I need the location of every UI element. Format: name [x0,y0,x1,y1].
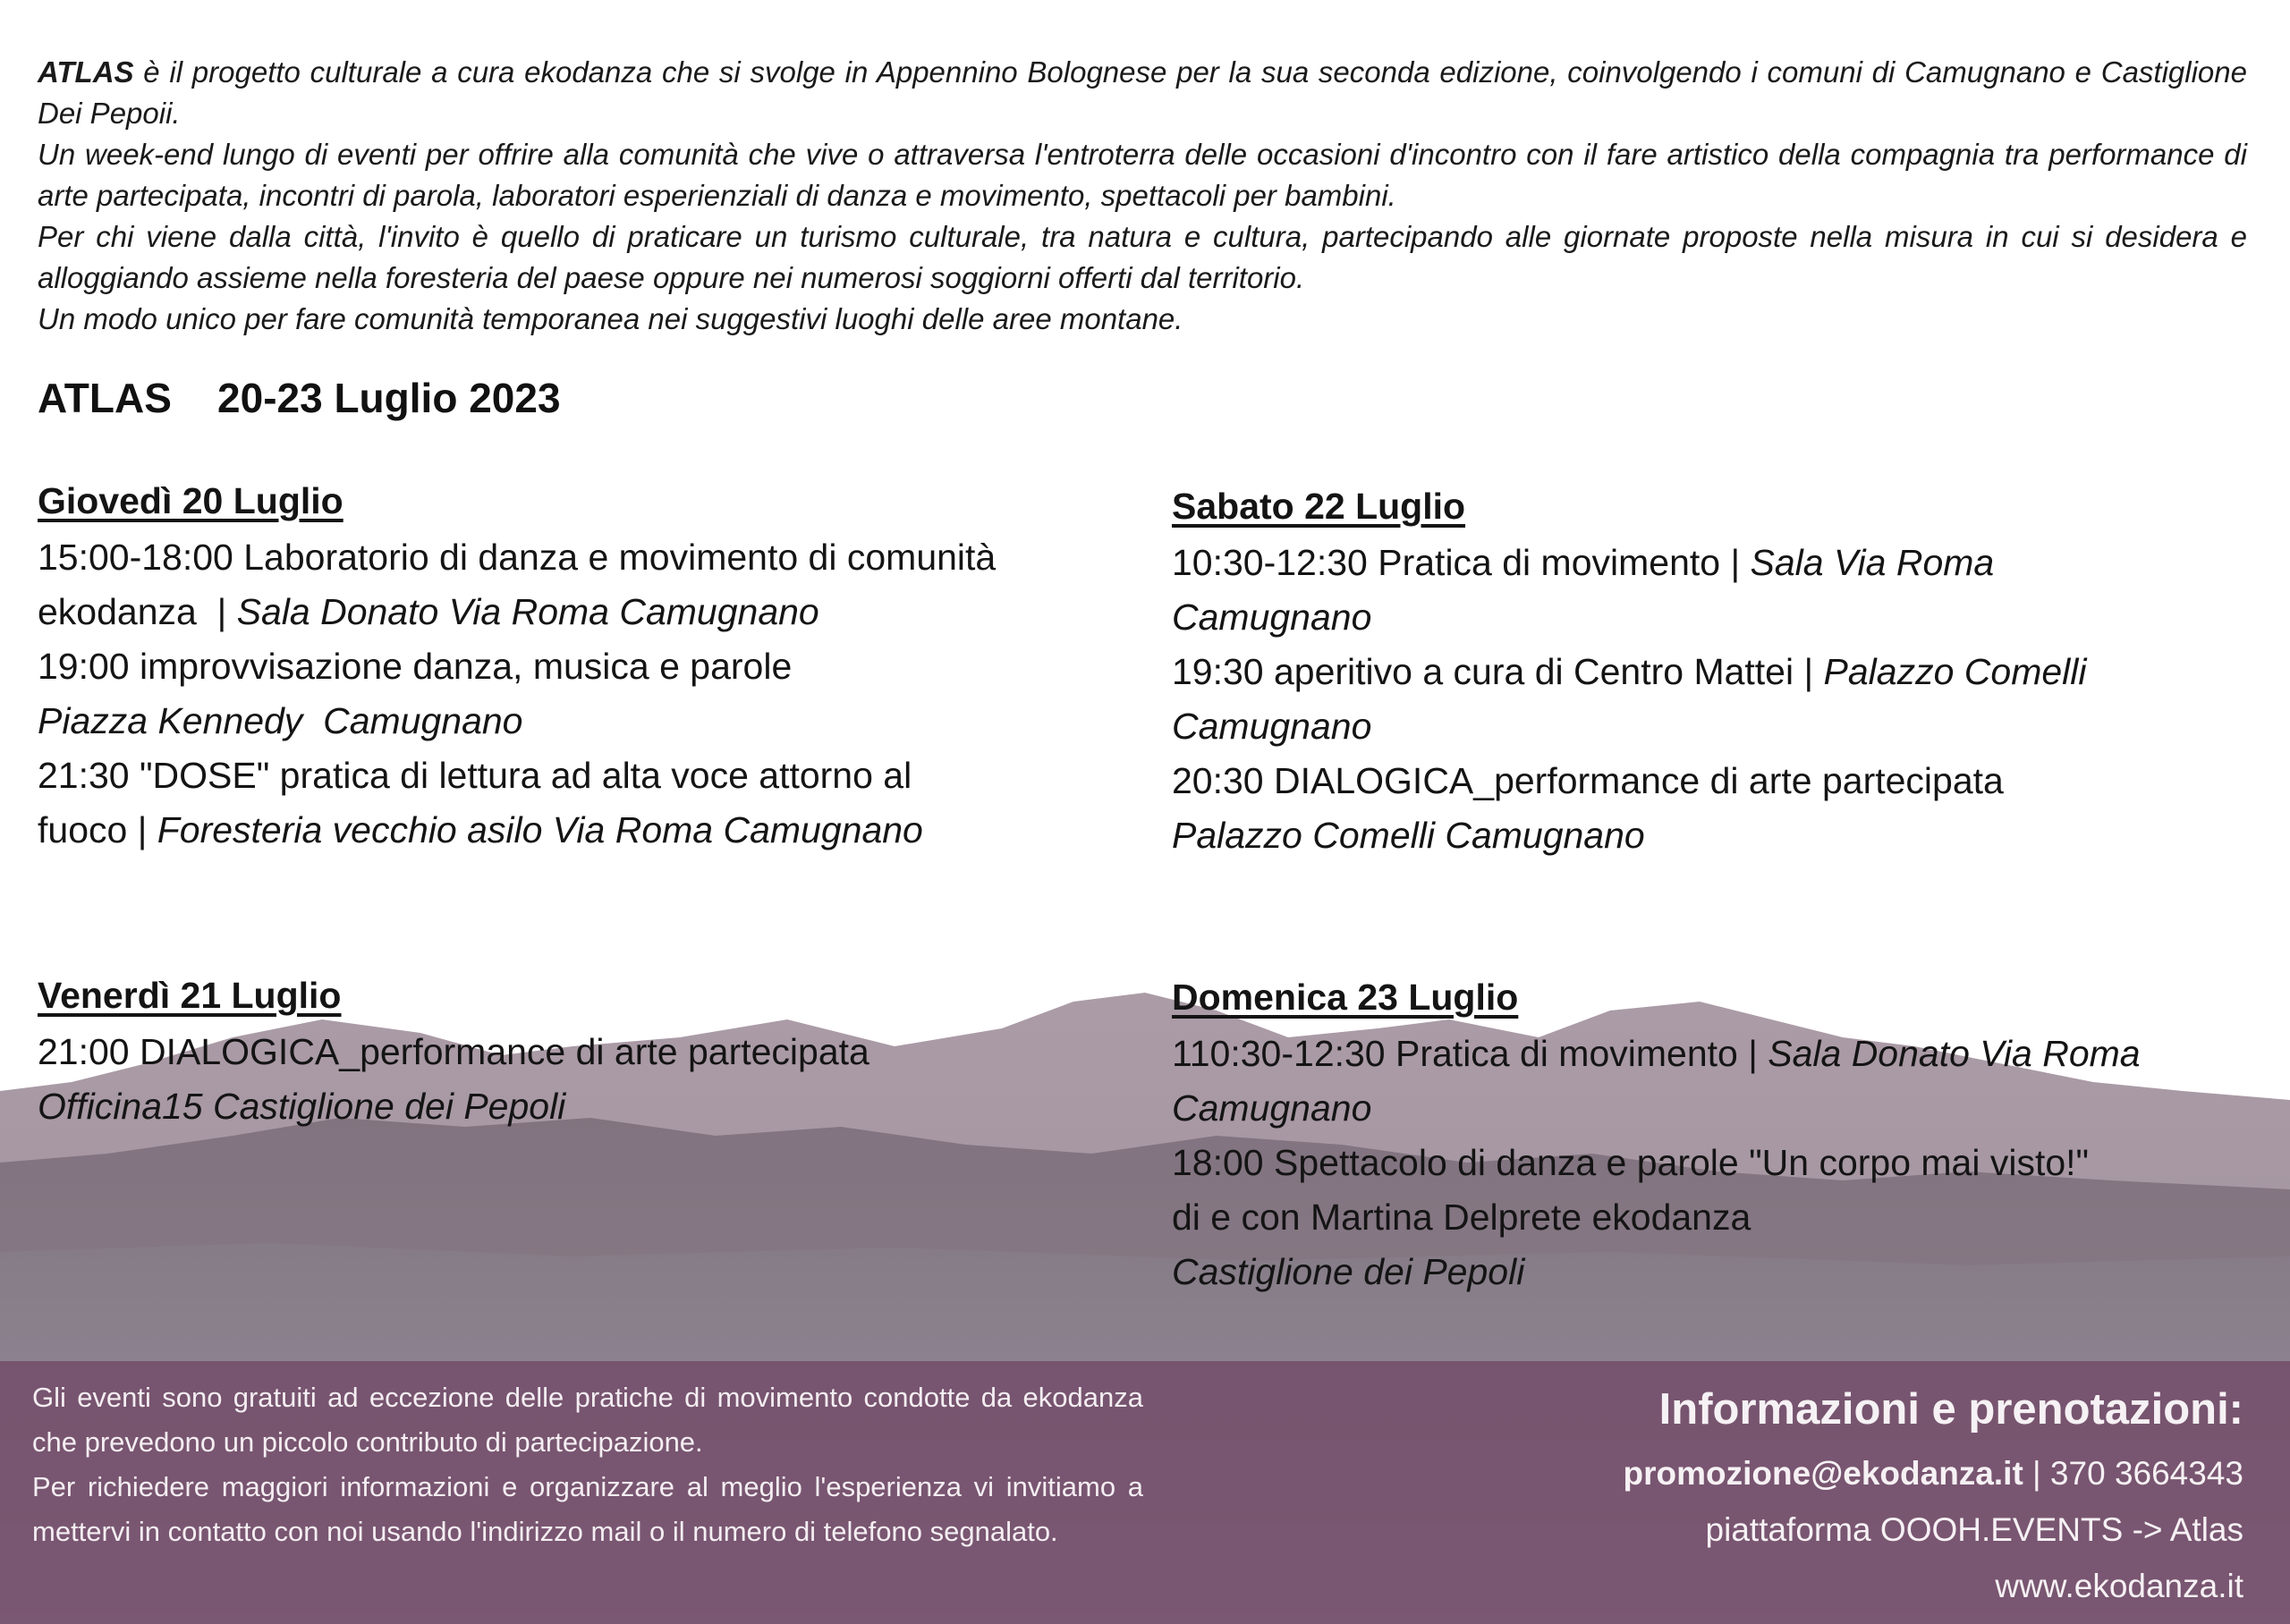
schedule-text: 19:30 aperitivo a cura di Centro Mattei | [1172,651,1824,692]
schedule-line [1172,645,2086,699]
intro-brand: ATLAS [38,55,134,89]
contact-title: Informazioni e prenotazioni: [1658,1385,2243,1434]
schedule-line: 19:00 improvvisazione danza, musica e parole [38,646,793,687]
schedule-place: Sala Donato Via Roma Camugnano [236,591,819,632]
intro-paragraph-2: Un week-end lungo di eventi per offrire alla comunità che vive o attraversa l'entroterra delle occasioni d'incontro con il fare artistico della compagnia tra performance di arte partecipata, incontri di parola, laboratori esperienziali di danza e movimento, spettacoli per bambini. [38,138,2247,212]
intro-paragraph-1 [38,52,2247,134]
schedule-line: 20:30 DIALOGICA_performance di arte partecipata [1172,760,2004,801]
day-sunday [1172,970,2141,1299]
schedule-text: fuoco | [38,809,157,850]
day-title-thursday: Giovedì 20 Luglio [38,480,344,521]
schedule-line: 18:00 Spettacolo di danza e parole "Un corpo mai visto!" [1172,1142,2090,1183]
schedule-place: Camugnano [1172,1087,1372,1129]
footer-notes [32,1375,1143,1554]
schedule-line [38,803,996,858]
contact-platform: piattaforma OOOH.EVENTS -> Atlas [1705,1511,2243,1548]
intro-paragraph-3: Per chi viene dalla città, l'invito è quello di praticare un turismo culturale, tra natura e cultura, partecipando alle giornate proposte nella misura in cui si desidera e alloggiando assieme nella foresteria del paese oppure nei numerosi soggiorni offerti dal territorio. [38,220,2247,294]
schedule-line: 21:00 DIALOGICA_performance di arte partecipata [38,1031,869,1072]
schedule-line [1172,536,2086,590]
schedule-text: 10:30-12:30 Pratica di movimento | [1172,542,1751,583]
day-title-sunday: Domenica 23 Luglio [1172,977,1519,1018]
contact-block [1624,1374,2243,1614]
schedule-place: Palazzo Comelli [1823,651,2087,692]
schedule-line [1172,1027,2141,1081]
schedule-line: 15:00-18:00 Laboratorio di danza e movimento di comunità [38,537,997,578]
schedule-place: Officina15 Castiglione dei Pepoli [38,1086,566,1127]
day-title-friday: Venerdì 21 Luglio [38,975,342,1016]
contact-website-link[interactable]: www.ekodanza.it [1995,1568,2243,1604]
day-thursday [38,474,996,858]
footer-note-contact: Per richiedere maggiori informazioni e organizzare al meglio l'esperienza vi invitiamo a mettervi in contatto con noi usando l'indirizzo mail o il numero di telefono segnalato. [32,1471,1143,1547]
day-title-saturday: Sabato 22 Luglio [1172,486,1466,527]
schedule-place: Foresteria vecchio asilo Via Roma Camugnano [157,809,923,850]
schedule-place: Camugnano [1172,596,1372,638]
intro-sentence-1: è il progetto culturale a cura ekodanza che si svolge in Appennino Bolognese per la sua seconda edizione, coinvolgendo i comuni di Camugnano e Castiglione Dei Pepoii. [38,55,2247,130]
schedule-place: Castiglione dei Pepoli [1172,1251,1525,1292]
intro-paragraph-4: Un modo unico per fare comunità temporanea nei suggestivi luoghi delle aree montane. [38,302,1183,335]
schedule-place: Piazza Kennedy Camugnano [38,700,523,741]
event-headline: ATLAS 20-23 Luglio 2023 [38,375,561,421]
contact-email-phone [1624,1445,2243,1501]
schedule-line [38,585,996,639]
contact-phone: | 370 3664343 [2023,1455,2243,1492]
schedule-line: di e con Martina Delprete ekodanza [1172,1197,1751,1238]
intro-text [38,52,2247,340]
schedule-place: Sala Via Roma [1750,542,1995,583]
schedule-place: Camugnano [1172,706,1372,747]
schedule-place: Sala Donato Via Roma [1768,1033,2141,1074]
footer-note-pricing: Gli eventi sono gratuiti ad eccezione delle pratiche di movimento condotte da ekodanza che prevedono un piccolo contributo di partecipazione. [32,1382,1143,1458]
contact-email-link[interactable]: promozione@ekodanza.it [1623,1455,2023,1492]
schedule-text: ekodanza | [38,591,237,632]
day-friday [38,968,869,1134]
schedule-line: 21:30 "DOSE" pratica di lettura ad alta voce attorno al [38,755,912,796]
schedule-text: 110:30-12:30 Pratica di movimento | [1172,1033,1768,1074]
schedule-place: Palazzo Comelli Camugnano [1172,815,1645,856]
day-saturday [1172,479,2086,863]
